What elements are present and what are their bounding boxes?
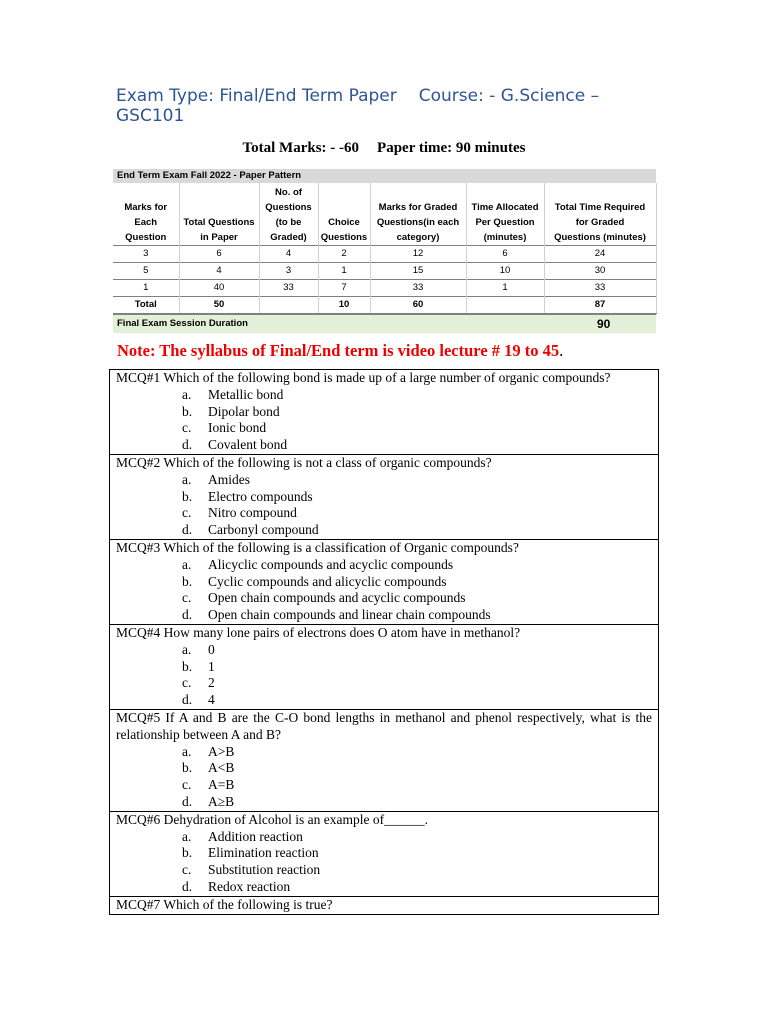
- answer-option: [116, 607, 652, 624]
- course-name: Course: - G.Science –: [418, 86, 600, 106]
- option-letter: a.: [182, 556, 192, 572]
- option-letter: b.: [182, 488, 193, 504]
- option-letter: c.: [182, 777, 192, 793]
- option-text: 2: [208, 675, 215, 691]
- mcq-table: [109, 369, 659, 915]
- option-text: Open chain compounds and acyclic compounds: [208, 590, 466, 606]
- header-line: Marks for: [124, 202, 168, 213]
- answer-option: [116, 420, 652, 437]
- header-line: Questions: [265, 202, 312, 213]
- header-line: (minutes): [483, 232, 527, 243]
- question-text: MCQ#4 How many lone pairs of electrons does O atom have in methanol?: [116, 624, 521, 640]
- option-letter: c.: [182, 862, 192, 878]
- pattern-cell: 33: [259, 280, 318, 297]
- option-letter: b.: [182, 760, 193, 776]
- header-line: Total Questions: [183, 217, 255, 228]
- option-text: Addition reaction: [208, 828, 303, 844]
- pattern-cell: 12: [370, 246, 466, 263]
- option-letter: d.: [182, 692, 193, 708]
- pattern-column-header: [259, 183, 318, 246]
- pattern-cell: 3: [113, 246, 179, 263]
- answer-option: [116, 489, 652, 506]
- pattern-cell: 1: [466, 280, 544, 297]
- answer-option: [116, 744, 652, 761]
- option-letter: c.: [182, 675, 192, 691]
- header-line: (to be: [275, 217, 302, 228]
- pattern-row: [113, 280, 656, 297]
- option-letter: d.: [182, 607, 193, 623]
- mcq-row: [110, 539, 659, 624]
- option-letter: b.: [182, 845, 193, 861]
- pattern-column-header: [179, 183, 259, 246]
- pattern-cell: 10: [318, 297, 370, 314]
- answer-option: [116, 574, 652, 591]
- mcq-row: [110, 709, 659, 811]
- question-text: MCQ#7 Which of the following is true?: [116, 896, 333, 912]
- option-text: Elimination reaction: [208, 845, 319, 861]
- question-text: MCQ#1 Which of the following bond is made up of a large number of organic compounds?: [116, 370, 611, 385]
- pattern-cell: 5: [113, 263, 179, 280]
- option-text: 4: [208, 692, 215, 708]
- option-letter: d.: [182, 878, 193, 894]
- pattern-cell: 7: [318, 280, 370, 297]
- option-letter: b.: [182, 658, 193, 674]
- pattern-cell: 1: [113, 280, 179, 297]
- mcq-cell: [110, 709, 659, 811]
- option-text: Amides: [208, 471, 250, 487]
- question-text: MCQ#5 If A and B are the C-O bond lengths in methanol and phenol respectively, what is the relationship between A and B?: [116, 709, 652, 742]
- question-text: MCQ#3 Which of the following is a classification of Organic compounds?: [116, 539, 519, 555]
- header-line: category): [396, 232, 440, 243]
- answer-option: [116, 760, 652, 777]
- mcq-row: [110, 624, 659, 709]
- syllabus-note: [117, 341, 563, 361]
- mcq-cell: [110, 370, 659, 455]
- header-line: Total Time Required: [554, 202, 646, 213]
- pattern-column-header: [370, 183, 466, 246]
- header-line: Question: [125, 232, 167, 243]
- header-line: Choice: [328, 217, 360, 228]
- option-text: Carbonyl compound: [208, 522, 319, 538]
- exam-type: Exam Type: Final/End Term Paper: [116, 86, 397, 106]
- paper-pattern-table: [113, 169, 656, 333]
- session-duration-row: [113, 314, 656, 333]
- mcq-row: [110, 370, 659, 455]
- pattern-column-header: [466, 183, 544, 246]
- pattern-column-header: [318, 183, 370, 246]
- option-text: Open chain compounds and linear chain compounds: [208, 607, 491, 623]
- option-text: Nitro compound: [208, 505, 297, 521]
- header-line: Per Question: [475, 217, 535, 228]
- option-text: Alicyclic compounds and acyclic compounds: [208, 556, 454, 572]
- pattern-column-header: [544, 183, 656, 246]
- option-letter: c.: [182, 420, 192, 436]
- mcq-cell: [110, 896, 659, 914]
- header-line: Time Allocated: [471, 202, 539, 213]
- marks-and-time: [0, 140, 768, 157]
- option-text: A=B: [208, 777, 235, 793]
- option-text: Ionic bond: [208, 420, 267, 436]
- option-letter: b.: [182, 403, 193, 419]
- answer-option: [116, 472, 652, 489]
- pattern-cell: 3: [259, 263, 318, 280]
- option-text: A≥B: [208, 793, 235, 809]
- option-text: 1: [208, 658, 215, 674]
- option-letter: a.: [182, 386, 192, 402]
- pattern-title: End Term Exam Fall 2022 - Paper Pattern: [113, 169, 656, 183]
- pattern-column-header: [113, 183, 179, 246]
- option-text: Covalent bond: [208, 437, 288, 453]
- answer-option: [116, 879, 652, 896]
- total-marks: Total Marks: - -60: [242, 140, 360, 156]
- header-line: Questions(in each: [376, 217, 460, 228]
- mcq-cell: [110, 624, 659, 709]
- answer-option: [116, 590, 652, 607]
- duration-label: Final Exam Session Duration: [117, 318, 248, 329]
- pattern-cell: 24: [544, 246, 656, 263]
- option-letter: d.: [182, 793, 193, 809]
- pattern-cell: 4: [179, 263, 259, 280]
- exam-header: [116, 86, 676, 126]
- answer-option: [116, 777, 652, 794]
- mcq-row: [110, 811, 659, 896]
- option-letter: a.: [182, 828, 192, 844]
- option-text: Redox reaction: [208, 878, 291, 894]
- pattern-cell: 30: [544, 263, 656, 280]
- mcq-cell: [110, 539, 659, 624]
- pattern-cell: [259, 297, 318, 314]
- answer-option: [116, 505, 652, 522]
- option-letter: a.: [182, 641, 192, 657]
- pattern-header-row: [113, 183, 656, 246]
- pattern-cell: 33: [544, 280, 656, 297]
- answer-option: [116, 659, 652, 676]
- pattern-cell: 6: [179, 246, 259, 263]
- pattern-cell: 1: [318, 263, 370, 280]
- header-line: Questions (minutes): [554, 232, 646, 243]
- pattern-cell: 33: [370, 280, 466, 297]
- answer-option: [116, 829, 652, 846]
- option-letter: b.: [182, 573, 193, 589]
- answer-option: [116, 862, 652, 879]
- note-text: Note: The syllabus of Final/End term is video lecture # 19 to 45: [117, 341, 560, 360]
- answer-option: [116, 404, 652, 421]
- header-line: Graded): [270, 232, 307, 243]
- option-text: 0: [208, 641, 215, 657]
- paper-time: Paper time: 90 minutes: [377, 140, 526, 156]
- option-text: Metallic bond: [208, 386, 284, 402]
- header-line: in Paper: [200, 232, 238, 243]
- answer-option: [116, 845, 652, 862]
- option-text: A<B: [208, 760, 235, 776]
- option-text: Substitution reaction: [208, 862, 321, 878]
- answer-option: [116, 675, 652, 692]
- pattern-row: [113, 263, 656, 280]
- mcq-cell: [110, 454, 659, 539]
- option-text: Cyclic compounds and alicyclic compounds: [208, 573, 447, 589]
- pattern-cell: 10: [466, 263, 544, 280]
- mcq-row: [110, 896, 659, 914]
- duration-value: 90: [597, 317, 611, 331]
- answer-option: [116, 522, 652, 539]
- option-text: Electro compounds: [208, 488, 313, 504]
- mcq-row: [110, 454, 659, 539]
- question-text: MCQ#6 Dehydration of Alcohol is an example of______.: [116, 811, 428, 827]
- option-text: A>B: [208, 743, 235, 759]
- answer-option: [116, 437, 652, 454]
- pattern-cell: 87: [544, 297, 656, 314]
- note-period: .: [559, 341, 564, 360]
- pattern-cell: 2: [318, 246, 370, 263]
- header-line: Questions: [320, 232, 368, 243]
- pattern-row: [113, 246, 656, 263]
- question-text: MCQ#2 Which of the following is not a class of organic compounds?: [116, 454, 492, 470]
- answer-option: [116, 692, 652, 709]
- pattern-cell: Total: [113, 297, 179, 314]
- answer-option: [116, 387, 652, 404]
- pattern-cell: 50: [179, 297, 259, 314]
- pattern-cell: 40: [179, 280, 259, 297]
- pattern-cell: [466, 297, 544, 314]
- option-letter: c.: [182, 505, 192, 521]
- option-letter: a.: [182, 743, 192, 759]
- header-line: for Graded: [575, 217, 625, 228]
- option-letter: a.: [182, 471, 192, 487]
- course-code: GSC101: [116, 106, 185, 126]
- header-line: Each: [134, 217, 158, 228]
- header-line: No. of: [275, 187, 302, 198]
- option-letter: c.: [182, 590, 192, 606]
- pattern-total-row: [113, 297, 656, 314]
- mcq-cell: [110, 811, 659, 896]
- pattern-cell: 6: [466, 246, 544, 263]
- option-letter: d.: [182, 437, 193, 453]
- pattern-cell: 15: [370, 263, 466, 280]
- header-line: Marks for Graded: [378, 202, 458, 213]
- pattern-cell: 60: [370, 297, 466, 314]
- answer-option: [116, 642, 652, 659]
- answer-option: [116, 794, 652, 811]
- option-text: Dipolar bond: [208, 403, 280, 419]
- option-letter: d.: [182, 522, 193, 538]
- pattern-cell: 4: [259, 246, 318, 263]
- answer-option: [116, 557, 652, 574]
